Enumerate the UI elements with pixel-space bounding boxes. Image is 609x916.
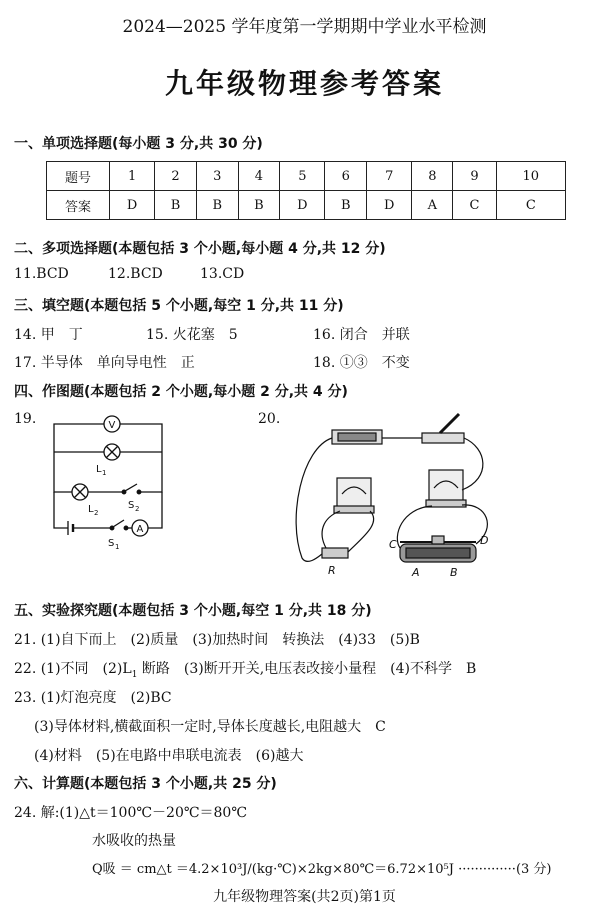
table-cell: C xyxy=(453,191,496,220)
answer-13: 13.CD xyxy=(200,266,245,282)
resistor-label: R xyxy=(328,564,336,577)
terminal-d-label: D xyxy=(480,534,489,547)
answer-14: 14. 甲 丁 xyxy=(14,327,83,343)
page-footer: 九年级物理答案(共2页)第1页 xyxy=(213,889,396,905)
question-20-label: 20. xyxy=(258,411,281,427)
answer-21: 21. (1)自下而上 (2)质量 (3)加热时间 转换法 (4)33 (5)B xyxy=(14,632,420,648)
switch-base xyxy=(422,433,464,443)
table-cell: 10 xyxy=(496,162,565,191)
table-cell: 2 xyxy=(155,162,197,191)
switch-s1-label: S xyxy=(108,538,115,549)
lamp-l2-label: L xyxy=(88,504,94,515)
table-cell: D xyxy=(367,191,412,220)
answer-23-line2: (3)导体材料,横截面积一定时,导体长度越长,电阻越大 C xyxy=(34,719,386,735)
answer-22-subscript: 1 xyxy=(131,669,138,680)
switch-s2-label: S xyxy=(128,500,135,511)
table-cell: 1 xyxy=(110,162,155,191)
answer-24-line2: 水吸收的热量 xyxy=(92,833,176,849)
circuit-diagram-19 xyxy=(44,402,174,552)
section-5-heading: 五、实验探究题(本题包括 3 个小题,每空 1 分,共 18 分) xyxy=(14,603,372,619)
voltmeter-label: V xyxy=(108,420,116,431)
table-cell: 7 xyxy=(367,162,412,191)
section-1-heading: 一、单项选择题(每小题 3 分,共 30 分) xyxy=(14,136,263,152)
switch-s1-subscript: 1 xyxy=(115,543,120,551)
row-label: 题号 xyxy=(47,162,110,191)
switch-s1-blade xyxy=(113,520,124,527)
answer-16: 16. 闭合 并联 xyxy=(313,327,410,343)
wire xyxy=(296,438,332,561)
terminal-b-label: B xyxy=(450,566,458,579)
page-title: 九年级物理参考答案 xyxy=(164,67,444,100)
table-cell: D xyxy=(110,191,155,220)
answer-22 xyxy=(14,658,476,680)
switch-s2-blade xyxy=(125,484,137,491)
answer-11: 11.BCD xyxy=(14,266,69,282)
section-3-heading: 三、填空题(本题包括 5 个小题,每空 1 分,共 11 分) xyxy=(14,298,344,314)
table-cell: B xyxy=(238,191,280,220)
table-cell: 6 xyxy=(325,162,367,191)
answer-17: 17. 半导体 单向导电性 正 xyxy=(14,355,195,371)
lamp-l1-label: L xyxy=(96,464,102,475)
answer-23-line3: (4)材料 (5)在电路中串联电流表 (6)越大 xyxy=(34,748,304,764)
answer-24-line1: 24. 解:(1)△t＝100℃－20℃＝80℃ xyxy=(14,805,247,821)
table-cell: B xyxy=(196,191,238,220)
answer-24-formula: Q吸 ＝ cm△t ＝4.2×10³J/(kg·℃)×2kg×80℃＝6.72×10⁵J ··············(3 分) xyxy=(92,862,552,877)
terminal-a-label: A xyxy=(412,566,420,579)
section-4-heading: 四、作图题(本题包括 2 个小题,每小题 2 分,共 4 分) xyxy=(14,384,348,400)
terminal-c-label: C xyxy=(389,538,397,551)
table-cell: B xyxy=(325,191,367,220)
answer-23-line1: 23. (1)灯泡亮度 (2)BC xyxy=(14,690,172,706)
table-cell: C xyxy=(496,191,565,220)
wiring-diagram-20 xyxy=(282,408,502,584)
answer-22-part2: 断路 (3)断开开关,电压表改接小量程 (4)不科学 B xyxy=(137,661,477,677)
table-row-answers xyxy=(47,191,566,220)
question-19-label: 19. xyxy=(14,411,37,427)
answer-18: 18. ①③ 不变 xyxy=(313,355,410,371)
section-2-heading: 二、多项选择题(本题包括 3 个小题,每小题 4 分,共 12 分) xyxy=(14,241,386,257)
table-cell: D xyxy=(280,191,325,220)
table-cell: A xyxy=(412,191,453,220)
row-label: 答案 xyxy=(47,191,110,220)
ammeter-device xyxy=(429,470,463,502)
wire xyxy=(348,511,374,552)
ammeter-label: A xyxy=(136,524,144,535)
table-cell: 9 xyxy=(453,162,496,191)
answer-table xyxy=(46,161,566,220)
table-cell: 4 xyxy=(238,162,280,191)
resistor-device xyxy=(322,548,348,558)
wire xyxy=(322,511,340,548)
lamp-l1-subscript: 1 xyxy=(102,469,107,477)
switch-s2-subscript: 2 xyxy=(135,505,140,513)
section-6-heading: 六、计算题(本题包括 3 个小题,共 25 分) xyxy=(14,776,277,792)
table-cell: 5 xyxy=(280,162,325,191)
table-cell: B xyxy=(155,191,197,220)
lamp-l2-subscript: 2 xyxy=(94,509,99,517)
answer-15: 15. 火花塞 5 xyxy=(146,327,238,343)
table-cell: 3 xyxy=(196,162,238,191)
table-row-numbers xyxy=(47,162,566,191)
wire xyxy=(462,438,483,490)
table-cell: 8 xyxy=(412,162,453,191)
answer-12: 12.BCD xyxy=(108,266,163,282)
exam-header: 2024—2025 学年度第一学期期中学业水平检测 xyxy=(122,17,487,37)
answer-22-part1: 22. (1)不同 (2)L xyxy=(14,661,132,677)
